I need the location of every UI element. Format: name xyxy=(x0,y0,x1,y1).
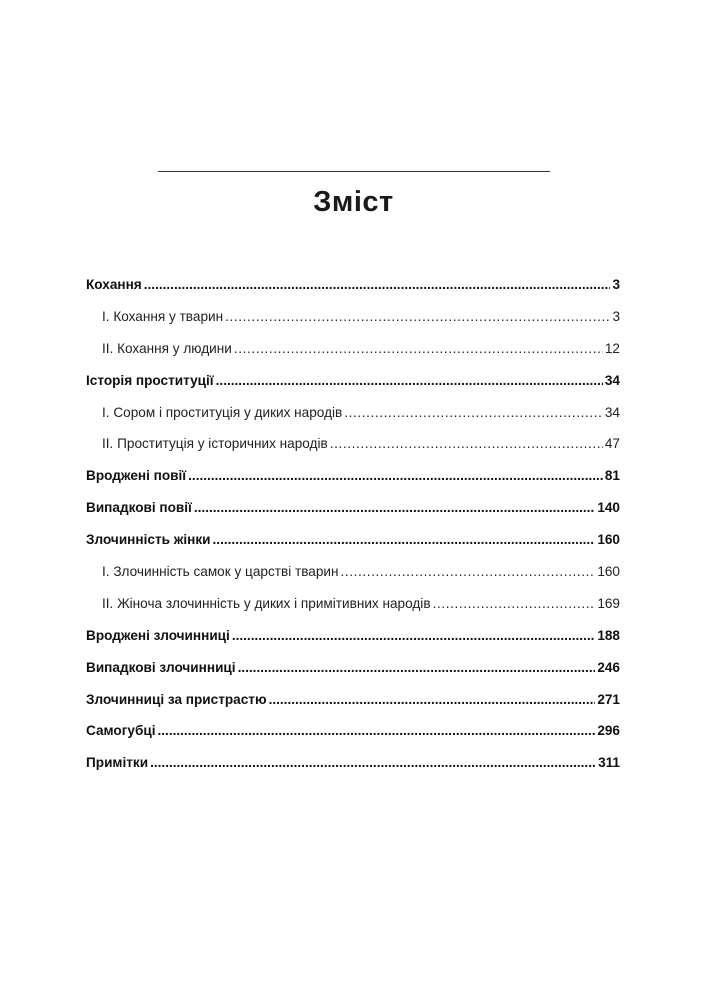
toc-entry-page: 3 xyxy=(612,277,620,292)
dot-leader xyxy=(238,658,596,678)
toc-entry-page: 296 xyxy=(597,723,620,739)
toc-subentry[interactable] xyxy=(86,434,620,466)
toc-entry-title: Злочинність жінки xyxy=(86,532,211,548)
dot-leader xyxy=(341,562,596,582)
toc-entry-title: ІІ. Жіноча злочинність у диких і примітивних народів xyxy=(102,595,431,611)
toc-entry[interactable] xyxy=(86,275,620,307)
toc-entry-title: І. Злочинність самок у царстві тварин xyxy=(102,564,339,580)
dot-leader xyxy=(150,753,596,773)
toc-entry-title: ІІ. Кохання у людини xyxy=(102,340,232,356)
toc-entry-page: 34 xyxy=(604,404,620,420)
toc-entry[interactable] xyxy=(86,530,620,562)
toc-subentry[interactable] xyxy=(86,594,620,626)
toc-entry-page: 34 xyxy=(604,372,620,388)
dot-leader xyxy=(225,307,610,327)
dot-leader xyxy=(213,530,596,550)
toc-entry-title: Кохання xyxy=(86,277,142,292)
dot-leader xyxy=(234,339,603,359)
toc-entry[interactable] xyxy=(86,753,620,785)
toc-entry[interactable] xyxy=(86,721,620,753)
toc-entry-page: 271 xyxy=(597,691,620,707)
toc-entry-page: 47 xyxy=(604,436,620,452)
toc-entry-title: Випадкові повії xyxy=(86,500,192,516)
toc-entry[interactable] xyxy=(86,690,620,722)
dot-leader xyxy=(344,403,603,423)
toc-entry-page: 3 xyxy=(612,308,620,324)
toc-entry[interactable] xyxy=(86,466,620,498)
toc-entry-page: 160 xyxy=(597,532,620,548)
toc-entry-title: Випадкові злочинниці xyxy=(86,659,236,675)
dot-leader xyxy=(433,594,596,614)
toc-subentry[interactable] xyxy=(86,339,620,371)
dot-leader xyxy=(216,371,603,391)
toc-entry-page: 246 xyxy=(597,659,620,675)
toc-entry-title: Злочинниці за пристрастю xyxy=(86,691,267,707)
toc-subentry[interactable] xyxy=(86,562,620,594)
table-of-contents xyxy=(86,275,620,785)
toc-entry-page: 12 xyxy=(604,340,620,356)
toc-entry-title: Примітки xyxy=(86,755,149,771)
toc-subentry[interactable] xyxy=(86,307,620,339)
toc-entry-page: 311 xyxy=(598,755,620,771)
toc-entry-page: 188 xyxy=(597,627,620,643)
toc-entry-title: І. Сором і проституція у диких народів xyxy=(102,404,343,420)
toc-entry[interactable] xyxy=(86,371,620,403)
heading-rule xyxy=(158,171,550,172)
toc-entry-title: Історія проституції xyxy=(86,372,214,388)
toc-entry-title: ІІ. Проституція у історичних народів xyxy=(102,436,328,452)
toc-entry-page: 169 xyxy=(597,595,620,611)
toc-entry-title: І. Кохання у тварин xyxy=(102,308,224,324)
toc-entry-page: 140 xyxy=(597,500,620,516)
toc-entry-title: Самогубці xyxy=(86,723,156,739)
dot-leader xyxy=(144,275,611,295)
toc-entry-title: Вроджені злочинниці xyxy=(86,627,230,643)
page-title: Зміст xyxy=(313,186,394,218)
dot-leader xyxy=(232,626,595,646)
dot-leader xyxy=(330,434,603,454)
dot-leader xyxy=(188,466,603,486)
toc-entry-title: Вроджені повії xyxy=(86,468,187,484)
toc-entry-page: 160 xyxy=(597,564,620,580)
toc-entry[interactable] xyxy=(86,658,620,690)
toc-entry-page: 81 xyxy=(604,468,620,484)
toc-entry[interactable] xyxy=(86,626,620,658)
dot-leader xyxy=(194,498,595,518)
toc-subentry[interactable] xyxy=(86,403,620,435)
dot-leader xyxy=(157,721,595,741)
dot-leader xyxy=(269,690,596,710)
toc-entry[interactable] xyxy=(86,498,620,530)
